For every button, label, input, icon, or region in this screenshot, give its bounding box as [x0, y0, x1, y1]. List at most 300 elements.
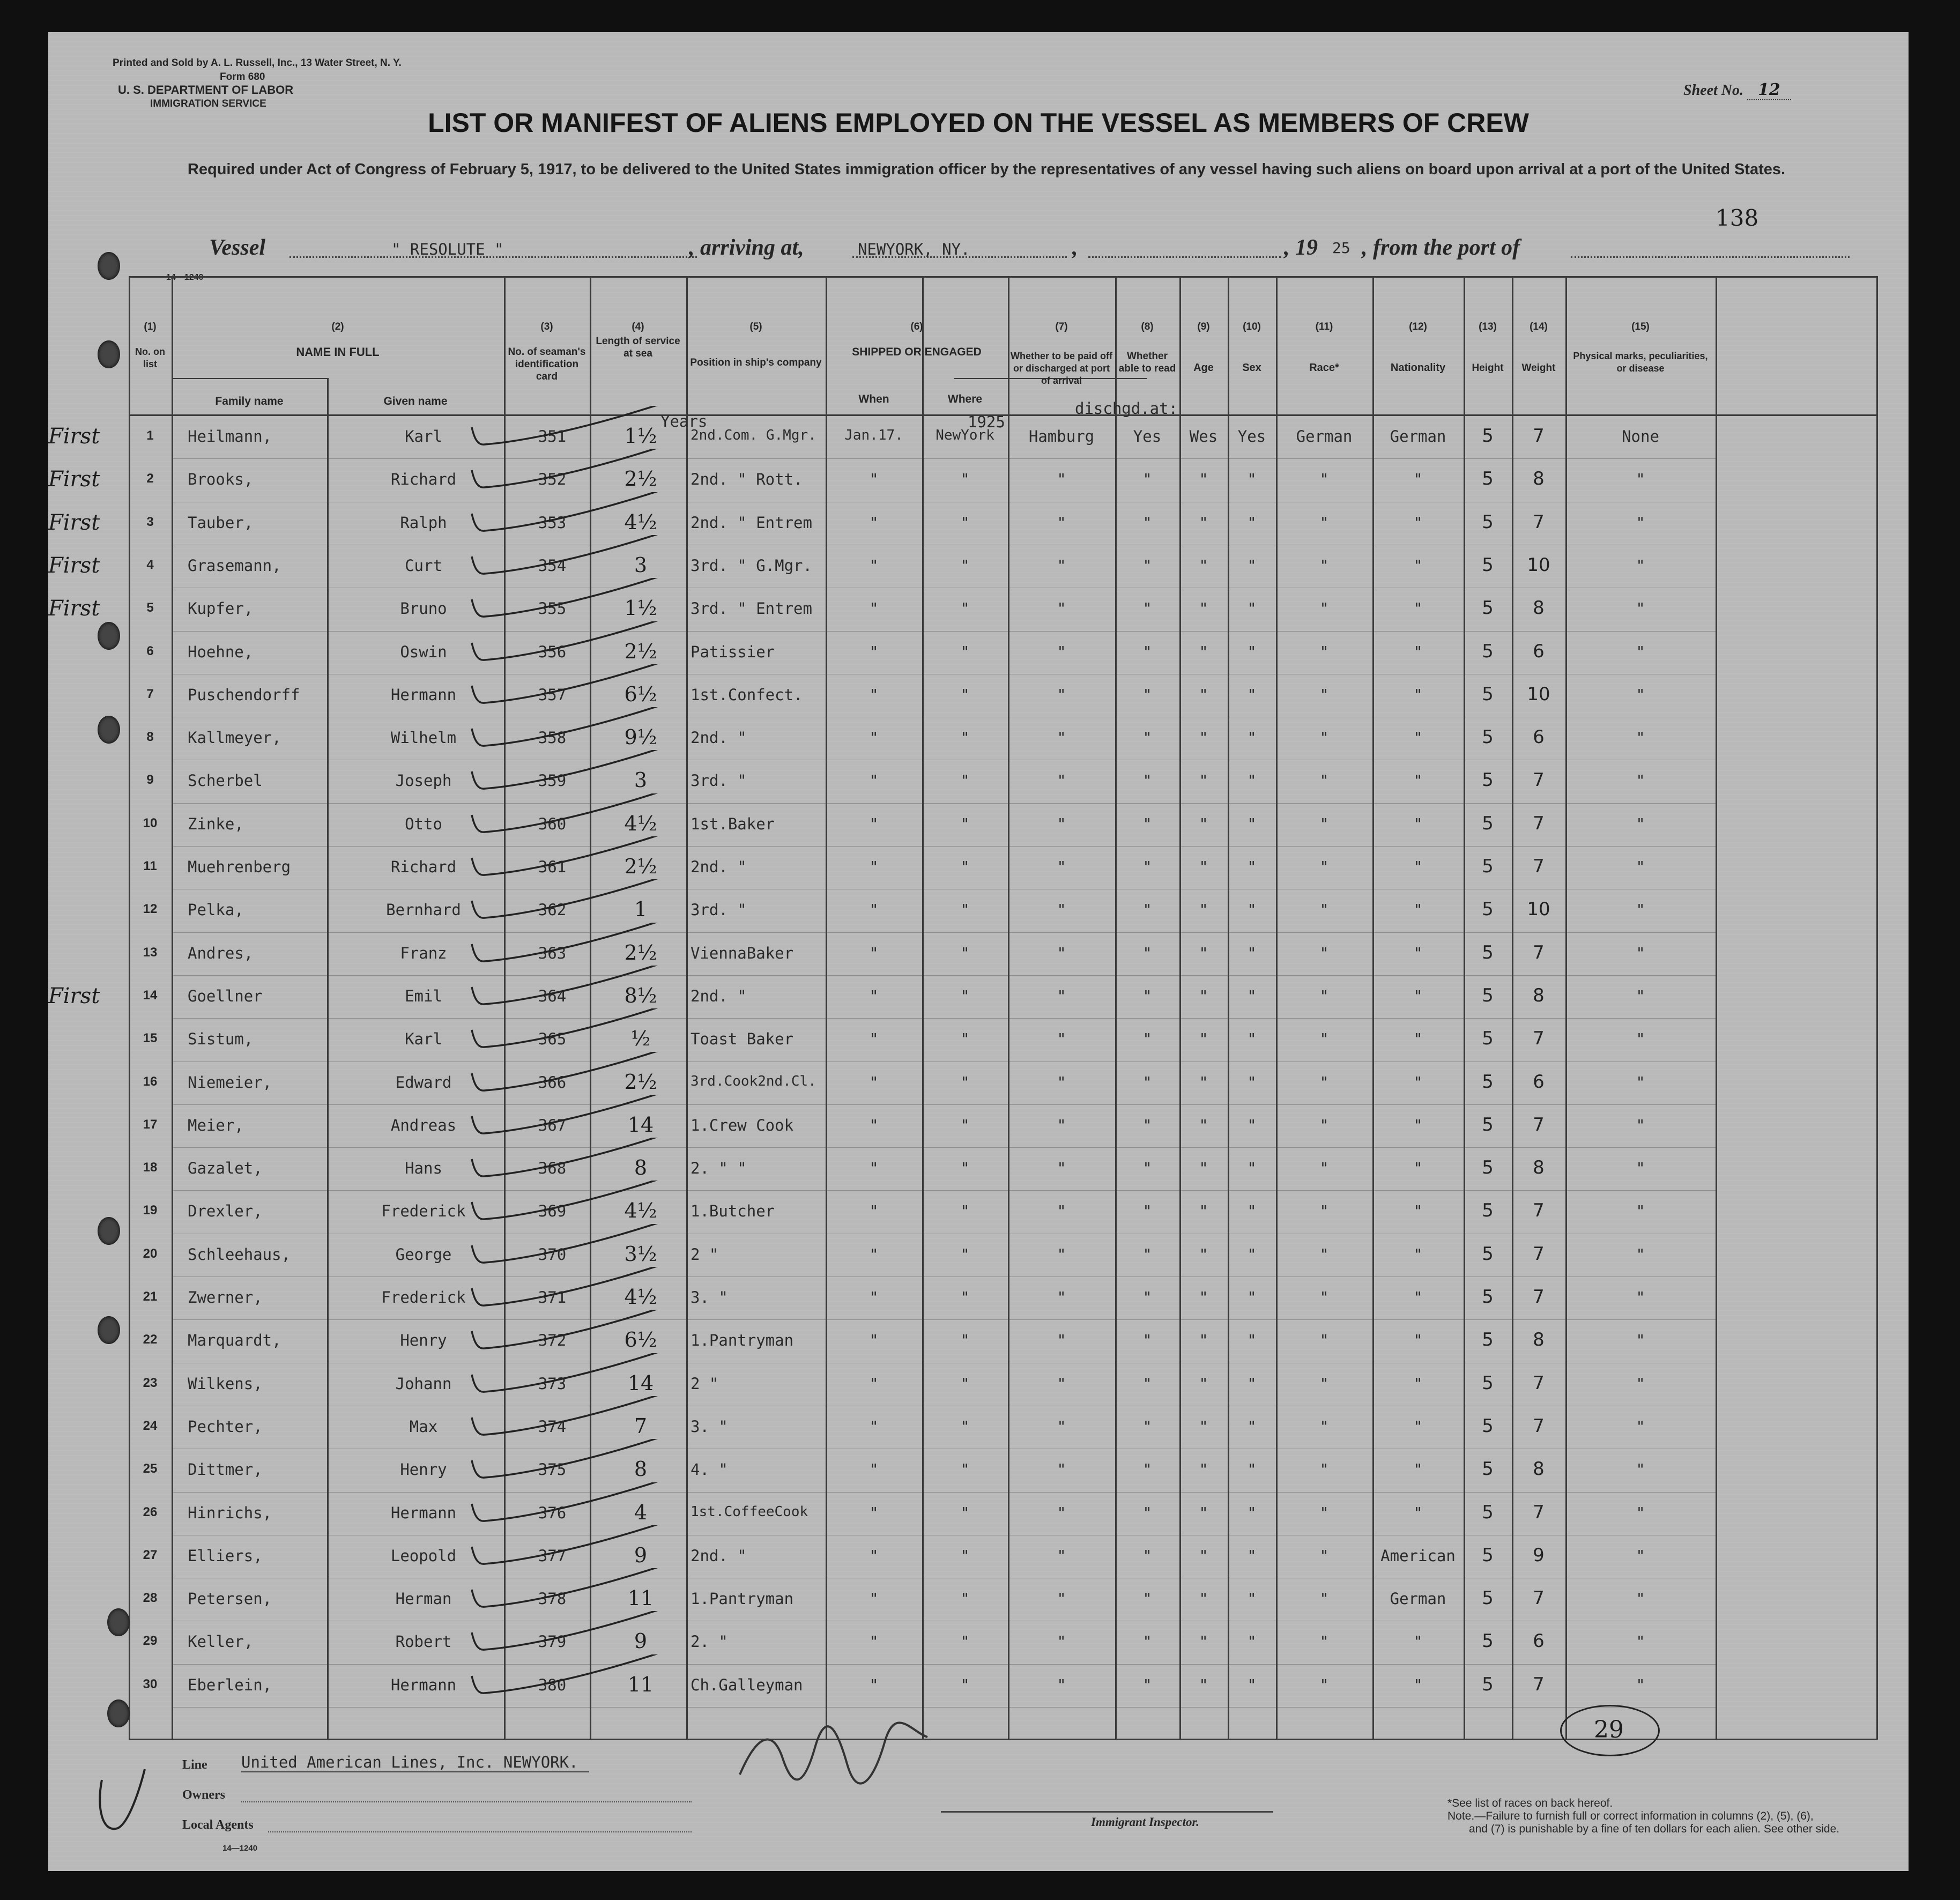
shipped-where: NewYork — [936, 427, 994, 443]
row-number: 30 — [143, 1676, 158, 1691]
weight: 6 — [1533, 726, 1545, 748]
id-card-number: 351 — [538, 427, 567, 446]
height: 5 — [1482, 1071, 1494, 1093]
position: 3. " — [691, 1288, 728, 1307]
paid-off-port: " — [1057, 1417, 1066, 1435]
family-name: Heilmann, — [188, 427, 272, 446]
sex: " — [1247, 814, 1257, 833]
paid-off-port: " — [1057, 1590, 1066, 1608]
age: " — [1199, 771, 1208, 790]
page-number: 138 — [1716, 205, 1759, 231]
shipped-when: " — [869, 1546, 879, 1564]
shipped-where: " — [960, 944, 970, 962]
column-number: (9) — [1197, 321, 1210, 332]
nationality: " — [1413, 729, 1423, 747]
sex: Yes — [1237, 427, 1266, 446]
binding-hole — [98, 716, 120, 744]
able-to-read: " — [1142, 1245, 1152, 1263]
age: " — [1199, 1202, 1208, 1220]
given-name: Henry — [400, 1331, 447, 1350]
sex: " — [1247, 556, 1257, 574]
height: 5 — [1482, 1243, 1494, 1265]
height: 5 — [1482, 683, 1494, 705]
service-years: 4½ — [624, 811, 657, 835]
given-name: Richard — [390, 470, 457, 489]
table-row — [48, 417, 1876, 459]
given-name: Leopold — [390, 1546, 457, 1565]
position: 2 " — [691, 1245, 719, 1264]
paid-off-port: " — [1057, 513, 1066, 531]
nationality: " — [1413, 1460, 1423, 1479]
header-weight: Weight — [1521, 362, 1556, 374]
age: " — [1199, 1503, 1208, 1522]
row-number: 29 — [143, 1634, 158, 1649]
age: " — [1199, 1331, 1208, 1349]
check-mark — [461, 1138, 686, 1186]
weight: 10 — [1527, 899, 1550, 921]
age: " — [1199, 556, 1208, 574]
header-paid-off: Whether to be paid off or discharged at port of arrival — [1011, 351, 1112, 386]
binding-hole — [98, 1316, 120, 1344]
race: " — [1319, 1331, 1329, 1349]
shipped-where: " — [960, 1546, 970, 1564]
physical-marks: " — [1636, 814, 1645, 833]
footer-section — [129, 1716, 1876, 1860]
from-underline — [1571, 256, 1850, 258]
service-years: 9 — [634, 1629, 648, 1653]
column-number: (13) — [1479, 321, 1497, 332]
id-card-number: 372 — [538, 1331, 567, 1350]
nationality: " — [1413, 1116, 1423, 1134]
position: 1.Crew Cook — [691, 1116, 794, 1134]
table-row — [48, 546, 1876, 589]
able-to-read: " — [1142, 1331, 1152, 1349]
id-card-number: 375 — [538, 1460, 567, 1479]
able-to-read: " — [1142, 944, 1152, 962]
nationality: " — [1413, 1632, 1423, 1651]
footnote-fine: and (7) is punishable by a fine of ten dollars for each alien. See other side. — [1469, 1823, 1840, 1835]
paid-off-port: " — [1057, 1116, 1066, 1134]
given-name: George — [395, 1245, 452, 1264]
check-mark — [461, 1396, 686, 1444]
table-row — [48, 503, 1876, 546]
service-years: 11 — [627, 1586, 654, 1610]
paid-off-port: " — [1057, 901, 1066, 919]
service-years: 9½ — [624, 725, 657, 749]
service-years: 4 — [634, 1500, 648, 1524]
service-years: 6½ — [624, 1328, 657, 1352]
paid-off-port: " — [1057, 1202, 1066, 1220]
family-name: Kallmeyer, — [188, 729, 281, 747]
family-name: Puschendorff — [188, 685, 300, 704]
family-name: Petersen, — [188, 1590, 272, 1608]
able-to-read: " — [1142, 1460, 1152, 1479]
nationality: " — [1413, 1245, 1423, 1263]
shipped-when: " — [869, 556, 879, 574]
given-name: Frederick — [381, 1288, 466, 1307]
physical-marks: " — [1636, 556, 1645, 574]
weight: 7 — [1533, 511, 1545, 533]
able-to-read: " — [1142, 1417, 1152, 1435]
nationality: " — [1413, 470, 1423, 488]
race: " — [1319, 1073, 1329, 1091]
binding-hole — [98, 622, 120, 650]
sex: " — [1247, 1073, 1257, 1091]
able-to-read: " — [1142, 685, 1152, 703]
shipped-where: " — [960, 1590, 970, 1608]
age: " — [1199, 685, 1208, 703]
able-to-read: " — [1142, 1590, 1152, 1608]
id-card-number: 355 — [538, 599, 567, 618]
sex: " — [1247, 771, 1257, 790]
sex: " — [1247, 1030, 1257, 1048]
given-name: Andreas — [390, 1116, 457, 1134]
given-name: Max — [409, 1417, 438, 1436]
table-row — [48, 589, 1876, 632]
service-years: 7 — [634, 1414, 648, 1438]
arriving-at: NEWYORK, NY. — [858, 240, 970, 258]
shipped-where: " — [960, 1331, 970, 1349]
physical-marks: " — [1636, 1073, 1645, 1091]
years-note: Years — [660, 412, 708, 431]
manifest-sheet — [48, 32, 1909, 1871]
owners-underline — [241, 1801, 692, 1802]
position: 2nd. " — [691, 729, 747, 747]
family-name: Meier, — [188, 1116, 244, 1134]
weight: 7 — [1533, 856, 1545, 877]
sex: " — [1247, 1245, 1257, 1263]
id-card-number: 362 — [538, 901, 567, 919]
weight: 8 — [1533, 984, 1545, 1006]
age: " — [1199, 1116, 1208, 1134]
height: 5 — [1482, 1630, 1494, 1652]
given-name: Hermann — [390, 1675, 457, 1694]
shipped-when: " — [869, 986, 879, 1005]
binding-hole — [98, 1217, 120, 1245]
row-number: 23 — [143, 1375, 158, 1390]
service-years: 9 — [634, 1543, 648, 1567]
shipped-when: " — [869, 1374, 879, 1392]
service-years: 2½ — [624, 855, 657, 878]
header-where: Where — [947, 393, 983, 405]
physical-marks: " — [1636, 986, 1645, 1005]
check-mark — [461, 578, 686, 626]
shipped-when: " — [869, 1245, 879, 1263]
service-label: IMMIGRATION SERVICE — [150, 98, 266, 109]
id-card-number: 368 — [538, 1159, 567, 1178]
header-age: Age — [1193, 362, 1214, 374]
table-row — [129, 1450, 1876, 1493]
check-mark — [461, 966, 686, 1014]
weight: 7 — [1533, 1243, 1545, 1265]
check-mark — [461, 707, 686, 755]
able-to-read: " — [1142, 599, 1152, 618]
service-years: 14 — [627, 1112, 654, 1137]
weight: 7 — [1533, 1286, 1545, 1308]
given-name: Otto — [405, 814, 442, 833]
check-mark — [461, 836, 686, 885]
nationality: " — [1413, 1503, 1423, 1522]
physical-marks: " — [1636, 1030, 1645, 1048]
check-mark — [461, 1052, 686, 1100]
physical-marks: " — [1636, 944, 1645, 962]
able-to-read: " — [1142, 1546, 1152, 1564]
sex: " — [1247, 513, 1257, 531]
height: 5 — [1482, 1286, 1494, 1308]
form-code-bottom: 14—1240 — [222, 1844, 258, 1853]
dischgd-at-note: dischgd.at: — [1075, 399, 1178, 418]
check-mark — [461, 879, 686, 927]
id-card-number: 367 — [538, 1116, 567, 1134]
year-1925-note: 1925 — [968, 413, 1005, 431]
sex: " — [1247, 1116, 1257, 1134]
position: 3. " — [691, 1417, 728, 1436]
height: 5 — [1482, 984, 1494, 1006]
family-name: Tauber, — [188, 513, 254, 532]
sex: " — [1247, 470, 1257, 488]
id-card-number: 359 — [538, 771, 567, 790]
shipped-when: " — [869, 1116, 879, 1134]
given-name: Franz — [400, 944, 447, 962]
year-prefix: , 19 — [1284, 235, 1318, 260]
family-name: Brooks, — [188, 470, 254, 489]
weight: 7 — [1533, 1415, 1545, 1437]
footnote — [1447, 1797, 1866, 1836]
weight: 7 — [1533, 425, 1545, 447]
binding-hole — [107, 1699, 130, 1727]
shipped-when: " — [869, 1331, 879, 1349]
agents-underline — [268, 1831, 692, 1832]
physical-marks: " — [1636, 470, 1645, 488]
family-name: Muehrenberg — [188, 858, 291, 876]
family-name: Andres, — [188, 944, 254, 962]
paid-off-port: " — [1057, 729, 1066, 747]
nationality: " — [1413, 642, 1423, 660]
column-number: (2) — [331, 321, 344, 332]
row-number: 6 — [146, 643, 154, 658]
weight: 7 — [1533, 1587, 1545, 1609]
check-mark — [461, 664, 686, 712]
binding-hole — [107, 1608, 130, 1636]
table-row — [129, 675, 1876, 718]
paid-off-port: " — [1057, 1073, 1066, 1091]
able-to-read: Yes — [1133, 427, 1162, 446]
crew-table — [48, 276, 1876, 1740]
shipped-when: " — [869, 642, 879, 660]
height: 5 — [1482, 1458, 1494, 1480]
physical-marks: " — [1636, 642, 1645, 660]
able-to-read: " — [1142, 1374, 1152, 1392]
race: " — [1319, 986, 1329, 1005]
family-name: Gazalet, — [188, 1159, 263, 1178]
shipped-when: " — [869, 1159, 879, 1177]
sex: " — [1247, 1202, 1257, 1220]
race: German — [1296, 427, 1353, 446]
position: Ch.Galleyman — [691, 1675, 803, 1694]
height: 5 — [1482, 941, 1494, 963]
vessel-label: Vessel — [209, 235, 265, 260]
family-name: Pelka, — [188, 901, 244, 919]
service-years: 2½ — [624, 639, 657, 663]
header-position: Position in ship's company — [690, 357, 822, 368]
sex: " — [1247, 1374, 1257, 1392]
sex: " — [1247, 685, 1257, 703]
family-name: Zinke, — [188, 814, 244, 833]
shipped-where: " — [960, 685, 970, 703]
service-years: 3 — [634, 553, 648, 577]
shipped-where: " — [960, 1503, 970, 1522]
able-to-read: " — [1142, 1030, 1152, 1048]
table-row — [129, 1407, 1876, 1450]
able-to-read: " — [1142, 642, 1152, 660]
nationality: German — [1390, 427, 1446, 446]
table-row — [129, 1320, 1876, 1363]
family-name: Hinrichs, — [188, 1503, 272, 1522]
header-race: Race* — [1309, 362, 1339, 374]
physical-marks: " — [1636, 599, 1645, 618]
race: " — [1319, 556, 1329, 574]
race: " — [1319, 1374, 1329, 1392]
able-to-read: " — [1142, 858, 1152, 875]
row-number: 15 — [143, 1031, 158, 1046]
shipped-when: " — [869, 729, 879, 747]
column-number: (7) — [1055, 321, 1068, 332]
sex: " — [1247, 944, 1257, 962]
sex: " — [1247, 1503, 1257, 1522]
given-name: Frederick — [381, 1202, 466, 1221]
table-row — [129, 1665, 1876, 1708]
margin-check-mark — [91, 1758, 155, 1844]
height: 5 — [1482, 1200, 1494, 1222]
weight: 10 — [1527, 554, 1550, 576]
age: " — [1199, 1288, 1208, 1306]
column-number: (15) — [1631, 321, 1650, 332]
physical-marks: " — [1636, 858, 1645, 875]
height: 5 — [1482, 856, 1494, 877]
paid-off-port: " — [1057, 1245, 1066, 1263]
race: " — [1319, 599, 1329, 618]
table-row — [129, 1235, 1876, 1278]
binding-hole — [98, 252, 120, 280]
height: 5 — [1482, 640, 1494, 662]
table-row — [129, 890, 1876, 933]
physical-marks: " — [1636, 771, 1645, 790]
row-number: 19 — [143, 1203, 158, 1218]
column-number: (8) — [1141, 321, 1154, 332]
age: " — [1199, 1632, 1208, 1651]
given-name: Edward — [395, 1073, 452, 1092]
nationality: " — [1413, 986, 1423, 1005]
shipped-when: " — [869, 1417, 879, 1435]
given-name: Joseph — [395, 771, 452, 790]
paid-off-port: " — [1057, 986, 1066, 1005]
weight: 7 — [1533, 1114, 1545, 1135]
shipped-where: " — [960, 513, 970, 531]
age: " — [1199, 1546, 1208, 1564]
family-name: Goellner — [188, 986, 263, 1005]
weight: 10 — [1527, 683, 1550, 705]
row-number: 11 — [143, 859, 157, 873]
year-suffix: 25 — [1332, 239, 1350, 257]
height: 5 — [1482, 1501, 1494, 1523]
age: " — [1199, 1245, 1208, 1263]
service-years: 2½ — [624, 467, 657, 491]
age: " — [1199, 986, 1208, 1005]
nationality: " — [1413, 1030, 1423, 1048]
table-row — [129, 1622, 1876, 1665]
row-number: 2 — [146, 471, 154, 486]
shipped-where: " — [960, 1245, 970, 1263]
age: " — [1199, 1460, 1208, 1479]
row-number: 13 — [143, 945, 158, 960]
height: 5 — [1482, 1114, 1494, 1135]
shipped-where: " — [960, 1632, 970, 1651]
given-name: Richard — [390, 858, 457, 876]
given-name: Herman — [395, 1590, 452, 1608]
sex: " — [1247, 858, 1257, 875]
position: 1.Butcher — [691, 1202, 775, 1221]
table-row — [129, 1536, 1876, 1579]
check-mark — [461, 1224, 686, 1272]
shipped-when: " — [869, 1460, 879, 1479]
row-number: 26 — [143, 1504, 158, 1519]
weight: 6 — [1533, 1630, 1545, 1652]
race: " — [1319, 858, 1329, 875]
physical-marks: " — [1636, 1331, 1645, 1349]
table-row — [129, 804, 1876, 847]
row-number: 3 — [146, 514, 154, 529]
circled-number: 29 — [1594, 1716, 1624, 1743]
race: " — [1319, 1159, 1329, 1177]
check-mark — [461, 492, 686, 540]
margin-note: First — [48, 596, 100, 621]
weight: 7 — [1533, 1501, 1545, 1523]
shipped-where: " — [960, 1460, 970, 1479]
shipped-when: " — [869, 470, 879, 488]
able-to-read: " — [1142, 1073, 1152, 1091]
shipped-where: " — [960, 771, 970, 790]
check-mark — [461, 1525, 686, 1574]
family-name: Dittmer, — [188, 1460, 263, 1479]
nationality: " — [1413, 556, 1423, 574]
service-years: 4½ — [624, 510, 657, 534]
given-name: Henry — [400, 1460, 447, 1479]
able-to-read: " — [1142, 513, 1152, 531]
table-row — [129, 1278, 1876, 1320]
row-number: 18 — [143, 1160, 158, 1175]
check-mark — [461, 793, 686, 842]
age: " — [1199, 599, 1208, 618]
row-number: 27 — [143, 1547, 158, 1562]
service-years: 11 — [627, 1672, 654, 1696]
sex: " — [1247, 599, 1257, 618]
id-card-number: 366 — [538, 1073, 567, 1092]
shipped-where: " — [960, 1202, 970, 1220]
shipped-where: " — [960, 1374, 970, 1392]
weight: 7 — [1533, 1673, 1545, 1695]
race: " — [1319, 1632, 1329, 1651]
service-years: ½ — [630, 1027, 651, 1051]
id-card-number: 369 — [538, 1202, 567, 1221]
row-number: 7 — [146, 686, 154, 701]
nationality: " — [1413, 599, 1423, 618]
race: " — [1319, 1460, 1329, 1479]
id-card-number: 374 — [538, 1417, 567, 1436]
family-name: Elliers, — [188, 1546, 263, 1565]
able-to-read: " — [1142, 1202, 1152, 1220]
check-mark — [461, 1095, 686, 1143]
margin-note: First — [48, 467, 100, 492]
